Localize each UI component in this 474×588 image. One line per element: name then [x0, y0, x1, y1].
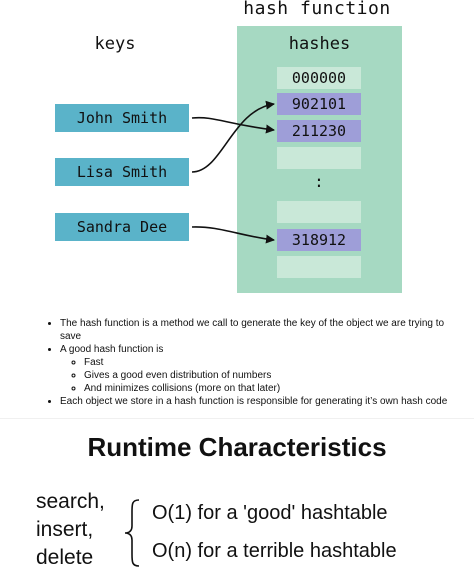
op-delete: delete	[36, 546, 94, 569]
note-collisions: ◦ And minimizes collisions (more on that later)	[84, 382, 456, 395]
note-good-hash	[60, 343, 456, 395]
hash-slot-5: 318912	[277, 229, 361, 251]
hash-ellipsis: :	[314, 172, 324, 191]
runtime-title: Runtime Characteristics	[87, 432, 387, 462]
hash-notes	[46, 317, 456, 408]
op-search: search,	[36, 490, 105, 513]
note-fast: ◦ Fast	[84, 356, 456, 369]
key-sandra-dee: Sandra Dee	[55, 213, 189, 241]
note-distribution: ◦ Gives a good even distribution of numbers	[84, 369, 456, 382]
complexity-bad: O(n) for a terrible hashtable	[152, 540, 397, 562]
arrow-sandra-dee	[192, 227, 274, 240]
key-lisa-smith: Lisa Smith	[55, 158, 189, 186]
hash-slot-0: 000000	[277, 67, 361, 89]
hash-slot-2: 211230	[277, 120, 361, 142]
note-hash-method: • The hash function is a method we call to generate the key of the object we are trying to save	[60, 317, 456, 343]
note-good-hash-label: A good hash function is	[60, 344, 164, 355]
arrow-lisa-smith	[192, 104, 274, 172]
hash-slot-1: 902101	[277, 93, 361, 115]
arrow-john-smith	[192, 118, 274, 130]
key-john-smith: John Smith	[55, 104, 189, 132]
section-divider	[0, 418, 474, 419]
complexity-good: O(1) for a 'good' hashtable	[152, 502, 388, 524]
op-insert: insert,	[36, 518, 94, 541]
operations-list	[36, 488, 105, 572]
curly-brace-icon	[122, 498, 144, 568]
hashes-label: hashes	[288, 34, 351, 54]
hash-function-label: hash function	[243, 0, 391, 19]
keys-label: keys	[94, 34, 136, 54]
note-own-hash-code: • Each object we store in a hash function is responsible for generating it’s own hash code	[60, 395, 456, 408]
